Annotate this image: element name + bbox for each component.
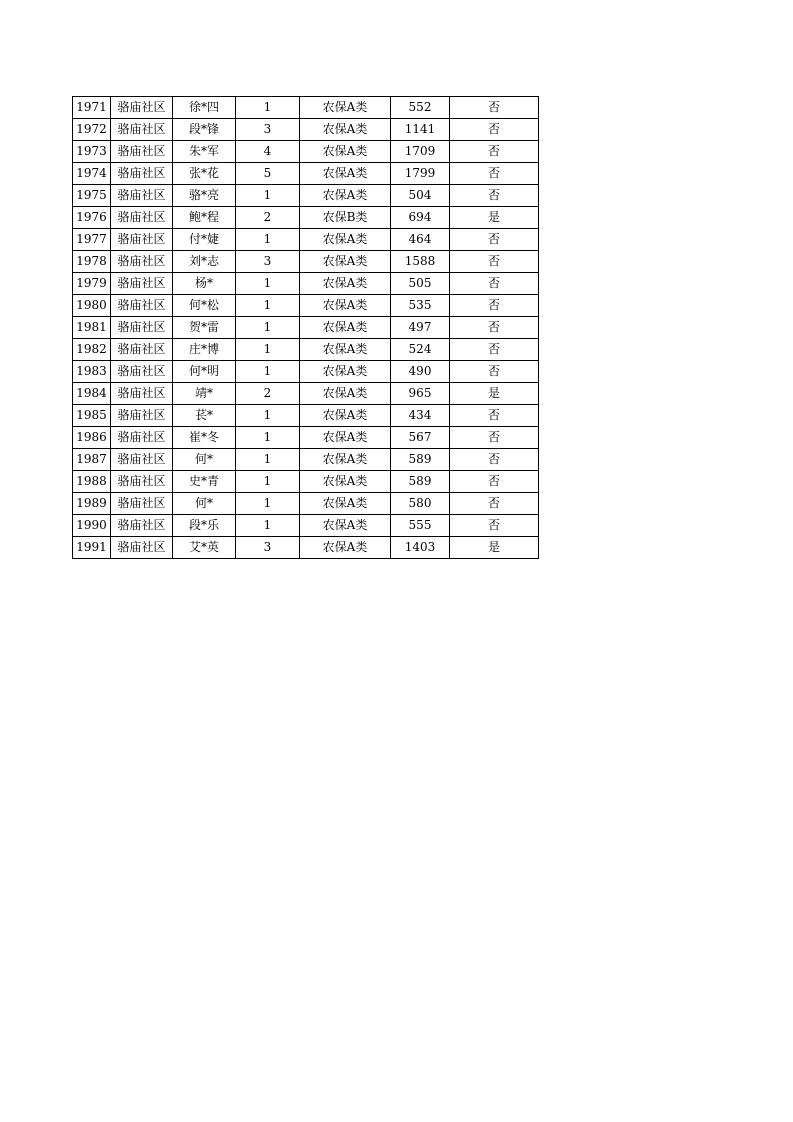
cell-household-count: 1 <box>236 273 300 295</box>
cell-flag: 否 <box>450 493 539 515</box>
cell-insurance-category: 农保A类 <box>300 537 391 559</box>
cell-community: 骆庙社区 <box>111 361 173 383</box>
cell-household-count: 1 <box>236 317 300 339</box>
cell-serial-number: 1975 <box>73 185 111 207</box>
cell-flag: 否 <box>450 273 539 295</box>
cell-name: 庄*博 <box>173 339 236 361</box>
cell-community: 骆庙社区 <box>111 163 173 185</box>
table-row <box>73 537 539 559</box>
cell-insurance-category: 农保B类 <box>300 207 391 229</box>
cell-serial-number: 1980 <box>73 295 111 317</box>
cell-community: 骆庙社区 <box>111 537 173 559</box>
cell-household-count: 3 <box>236 537 300 559</box>
records-table <box>72 96 539 559</box>
cell-insurance-category: 农保A类 <box>300 97 391 119</box>
cell-flag: 否 <box>450 119 539 141</box>
cell-community: 骆庙社区 <box>111 251 173 273</box>
cell-flag: 否 <box>450 163 539 185</box>
table-row <box>73 273 539 295</box>
cell-community: 骆庙社区 <box>111 207 173 229</box>
table-row <box>73 119 539 141</box>
cell-serial-number: 1974 <box>73 163 111 185</box>
cell-name: 苌* <box>173 405 236 427</box>
cell-serial-number: 1990 <box>73 515 111 537</box>
cell-flag: 否 <box>450 427 539 449</box>
cell-amount: 434 <box>391 405 450 427</box>
cell-amount: 497 <box>391 317 450 339</box>
cell-flag: 否 <box>450 449 539 471</box>
cell-flag: 是 <box>450 537 539 559</box>
cell-flag: 否 <box>450 141 539 163</box>
cell-insurance-category: 农保A类 <box>300 427 391 449</box>
table-row <box>73 251 539 273</box>
cell-insurance-category: 农保A类 <box>300 185 391 207</box>
cell-serial-number: 1981 <box>73 317 111 339</box>
cell-serial-number: 1982 <box>73 339 111 361</box>
cell-amount: 555 <box>391 515 450 537</box>
cell-name: 何*松 <box>173 295 236 317</box>
cell-name: 刘*志 <box>173 251 236 273</box>
cell-insurance-category: 农保A类 <box>300 449 391 471</box>
cell-household-count: 1 <box>236 471 300 493</box>
cell-amount: 490 <box>391 361 450 383</box>
cell-insurance-category: 农保A类 <box>300 295 391 317</box>
cell-serial-number: 1987 <box>73 449 111 471</box>
cell-flag: 否 <box>450 295 539 317</box>
cell-amount: 1799 <box>391 163 450 185</box>
cell-serial-number: 1976 <box>73 207 111 229</box>
cell-serial-number: 1989 <box>73 493 111 515</box>
cell-household-count: 1 <box>236 515 300 537</box>
cell-insurance-category: 农保A类 <box>300 119 391 141</box>
table-row <box>73 449 539 471</box>
cell-insurance-category: 农保A类 <box>300 339 391 361</box>
cell-household-count: 1 <box>236 449 300 471</box>
cell-serial-number: 1978 <box>73 251 111 273</box>
cell-household-count: 2 <box>236 207 300 229</box>
cell-name: 贺*雷 <box>173 317 236 339</box>
cell-insurance-category: 农保A类 <box>300 163 391 185</box>
cell-household-count: 1 <box>236 427 300 449</box>
cell-flag: 否 <box>450 185 539 207</box>
cell-household-count: 1 <box>236 185 300 207</box>
cell-name: 朱*军 <box>173 141 236 163</box>
cell-household-count: 1 <box>236 97 300 119</box>
cell-name: 徐*四 <box>173 97 236 119</box>
cell-community: 骆庙社区 <box>111 273 173 295</box>
cell-serial-number: 1991 <box>73 537 111 559</box>
cell-community: 骆庙社区 <box>111 427 173 449</box>
cell-serial-number: 1979 <box>73 273 111 295</box>
cell-household-count: 4 <box>236 141 300 163</box>
cell-amount: 552 <box>391 97 450 119</box>
cell-flag: 否 <box>450 471 539 493</box>
cell-serial-number: 1972 <box>73 119 111 141</box>
cell-community: 骆庙社区 <box>111 141 173 163</box>
cell-name: 段*锋 <box>173 119 236 141</box>
cell-amount: 464 <box>391 229 450 251</box>
cell-flag: 是 <box>450 207 539 229</box>
cell-serial-number: 1988 <box>73 471 111 493</box>
cell-flag: 否 <box>450 361 539 383</box>
cell-household-count: 1 <box>236 493 300 515</box>
cell-insurance-category: 农保A类 <box>300 471 391 493</box>
table-row <box>73 185 539 207</box>
cell-name: 杨* <box>173 273 236 295</box>
cell-serial-number: 1973 <box>73 141 111 163</box>
cell-household-count: 1 <box>236 339 300 361</box>
cell-household-count: 3 <box>236 251 300 273</box>
cell-insurance-category: 农保A类 <box>300 493 391 515</box>
table-row <box>73 383 539 405</box>
table-row <box>73 207 539 229</box>
cell-serial-number: 1983 <box>73 361 111 383</box>
cell-amount: 504 <box>391 185 450 207</box>
cell-community: 骆庙社区 <box>111 97 173 119</box>
cell-flag: 否 <box>450 317 539 339</box>
table-row <box>73 295 539 317</box>
cell-community: 骆庙社区 <box>111 515 173 537</box>
cell-amount: 567 <box>391 427 450 449</box>
cell-name: 段*乐 <box>173 515 236 537</box>
cell-amount: 580 <box>391 493 450 515</box>
cell-amount: 589 <box>391 471 450 493</box>
cell-household-count: 1 <box>236 295 300 317</box>
table-row <box>73 339 539 361</box>
cell-flag: 是 <box>450 383 539 405</box>
table-row <box>73 317 539 339</box>
cell-name: 鲍*程 <box>173 207 236 229</box>
table-row <box>73 361 539 383</box>
table-row <box>73 493 539 515</box>
cell-amount: 1403 <box>391 537 450 559</box>
cell-community: 骆庙社区 <box>111 493 173 515</box>
cell-serial-number: 1986 <box>73 427 111 449</box>
cell-household-count: 1 <box>236 229 300 251</box>
cell-serial-number: 1985 <box>73 405 111 427</box>
cell-community: 骆庙社区 <box>111 185 173 207</box>
table-row <box>73 229 539 251</box>
cell-name: 付*婕 <box>173 229 236 251</box>
cell-name: 艾*英 <box>173 537 236 559</box>
cell-amount: 1709 <box>391 141 450 163</box>
cell-name: 骆*亮 <box>173 185 236 207</box>
cell-amount: 1141 <box>391 119 450 141</box>
cell-flag: 否 <box>450 339 539 361</box>
cell-flag: 否 <box>450 515 539 537</box>
cell-household-count: 1 <box>236 405 300 427</box>
cell-insurance-category: 农保A类 <box>300 273 391 295</box>
cell-community: 骆庙社区 <box>111 449 173 471</box>
cell-community: 骆庙社区 <box>111 317 173 339</box>
cell-serial-number: 1971 <box>73 97 111 119</box>
table-row <box>73 141 539 163</box>
table-row <box>73 405 539 427</box>
cell-insurance-category: 农保A类 <box>300 515 391 537</box>
cell-insurance-category: 农保A类 <box>300 229 391 251</box>
table-row <box>73 97 539 119</box>
cell-name: 靖* <box>173 383 236 405</box>
cell-flag: 否 <box>450 405 539 427</box>
cell-amount: 965 <box>391 383 450 405</box>
cell-flag: 否 <box>450 229 539 251</box>
cell-community: 骆庙社区 <box>111 119 173 141</box>
cell-amount: 694 <box>391 207 450 229</box>
table-row <box>73 471 539 493</box>
cell-insurance-category: 农保A类 <box>300 317 391 339</box>
cell-community: 骆庙社区 <box>111 229 173 251</box>
records-table-body <box>73 97 539 559</box>
cell-insurance-category: 农保A类 <box>300 383 391 405</box>
table-row <box>73 163 539 185</box>
cell-amount: 524 <box>391 339 450 361</box>
cell-name: 史*青 <box>173 471 236 493</box>
cell-name: 何* <box>173 449 236 471</box>
cell-flag: 否 <box>450 97 539 119</box>
cell-community: 骆庙社区 <box>111 471 173 493</box>
cell-household-count: 3 <box>236 119 300 141</box>
cell-insurance-category: 农保A类 <box>300 141 391 163</box>
cell-amount: 1588 <box>391 251 450 273</box>
cell-household-count: 2 <box>236 383 300 405</box>
cell-amount: 589 <box>391 449 450 471</box>
cell-household-count: 1 <box>236 361 300 383</box>
cell-amount: 505 <box>391 273 450 295</box>
cell-insurance-category: 农保A类 <box>300 405 391 427</box>
cell-insurance-category: 农保A类 <box>300 251 391 273</box>
cell-serial-number: 1984 <box>73 383 111 405</box>
cell-name: 崔*冬 <box>173 427 236 449</box>
cell-community: 骆庙社区 <box>111 383 173 405</box>
cell-flag: 否 <box>450 251 539 273</box>
cell-name: 何*明 <box>173 361 236 383</box>
table-row <box>73 427 539 449</box>
table-row <box>73 515 539 537</box>
cell-community: 骆庙社区 <box>111 295 173 317</box>
cell-serial-number: 1977 <box>73 229 111 251</box>
cell-name: 何* <box>173 493 236 515</box>
cell-community: 骆庙社区 <box>111 339 173 361</box>
cell-community: 骆庙社区 <box>111 405 173 427</box>
cell-household-count: 5 <box>236 163 300 185</box>
cell-amount: 535 <box>391 295 450 317</box>
cell-insurance-category: 农保A类 <box>300 361 391 383</box>
cell-name: 张*花 <box>173 163 236 185</box>
